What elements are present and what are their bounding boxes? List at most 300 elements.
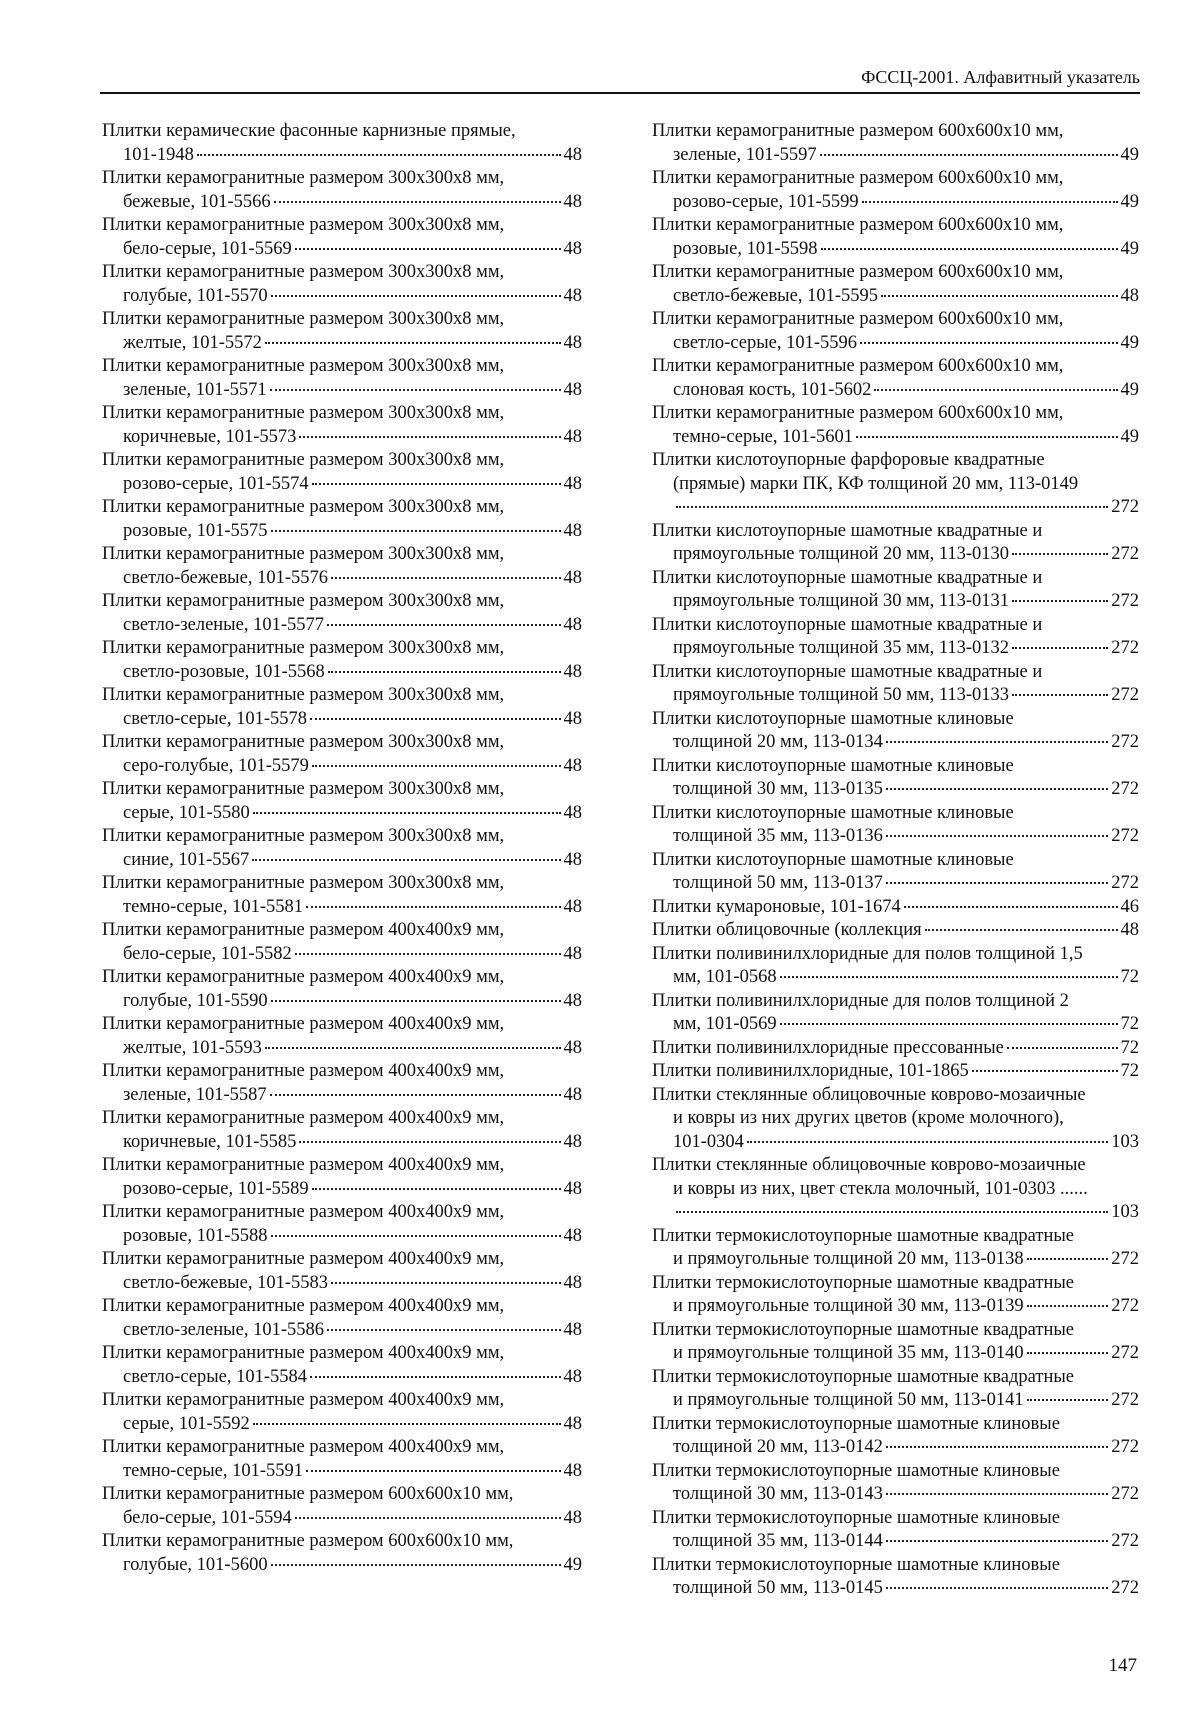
entry-page-number: 103	[1111, 1202, 1139, 1222]
entry-page-line	[652, 496, 1139, 520]
index-entry	[652, 896, 1139, 920]
entry-last-text: 101-0304	[673, 1131, 744, 1152]
dot-leader	[271, 1564, 561, 1566]
entry-page-line	[102, 614, 582, 638]
entry-text-line: Плитки стеклянные облицовочные ковровo-мозаичные	[652, 1084, 1086, 1105]
index-entry	[102, 1389, 582, 1436]
dot-leader	[886, 1540, 1108, 1542]
entry-page-line	[652, 1201, 1139, 1225]
dot-leader	[886, 882, 1108, 884]
dot-leader	[886, 741, 1108, 743]
entry-last-text: светло-зеленые, 101-5586	[123, 1319, 324, 1340]
entry-text-line: Плитки керамогранитные размером 300x300x8 мм,	[102, 638, 505, 658]
entry-text-line: Плитки керамогранитные размером 600x600x10 мм,	[102, 1484, 514, 1504]
index-entry	[652, 1319, 1139, 1366]
index-entry	[102, 261, 582, 308]
entry-last-text: светло-бежевые, 101-5595	[673, 285, 878, 306]
index-entry	[652, 261, 1139, 308]
running-header	[100, 64, 1140, 94]
entry-page-line	[102, 943, 582, 967]
entry-last-text: зеленые, 101-5597	[673, 144, 817, 165]
dot-leader	[274, 201, 561, 203]
index-entry	[652, 849, 1139, 896]
entry-last-text: зеленые, 101-5571	[123, 379, 267, 400]
index-entry	[652, 1084, 1139, 1155]
dot-leader	[271, 1235, 561, 1237]
dot-leader	[860, 342, 1117, 344]
entry-page-line	[102, 473, 582, 497]
entry-text-line: Плитки керамогранитные размером 300x300x8 мм,	[102, 826, 505, 846]
index-entry	[652, 214, 1139, 261]
entry-text-line: Плитки керамогранитные размером 400x400x9 мм,	[102, 967, 505, 987]
entry-page-line	[652, 1436, 1139, 1460]
entry-last-text: и прямоугольные толщиной 30 мм, 113-0139	[673, 1296, 1024, 1316]
entry-page-number: 49	[1120, 144, 1139, 165]
entry-page-line	[652, 778, 1139, 802]
entry-text-line: Плитки керамогранитные размером 600x600x10 мм,	[652, 262, 1064, 282]
index-entry	[102, 1248, 582, 1295]
entry-page-number: 48	[563, 661, 582, 682]
entry-text-line: Плитки кислотоупорные шамотные клиновые	[652, 708, 1014, 729]
entry-last-text: толщиной 20 мм, 113-0134	[673, 732, 883, 752]
entry-text-line: Плитки керамогранитные размером 400x400x9 мм,	[102, 1014, 505, 1034]
entry-text-line: Плитки керамогранитные размером 600x600x10 мм,	[652, 309, 1064, 329]
dot-leader	[1007, 1047, 1118, 1049]
index-entry	[652, 1366, 1139, 1413]
index-entry	[652, 1554, 1139, 1601]
entry-page-number: 48	[563, 191, 582, 212]
index-entry	[652, 614, 1139, 661]
entry-last-text: голубые, 101-5570	[123, 285, 268, 306]
entry-last-text: голубые, 101-5600	[123, 1554, 268, 1575]
entry-page-line	[102, 1084, 582, 1108]
entry-page-number: 49	[1120, 191, 1139, 212]
entry-page-number: 272	[1111, 826, 1139, 846]
entry-page-number: 48	[563, 1413, 582, 1434]
entry-last-text: светло-серые, 101-5578	[123, 708, 308, 729]
entry-last-text: светло-розовые, 101-5568	[123, 661, 325, 682]
entry-page-number: 272	[1111, 873, 1139, 893]
entry-text-line: Плитки керамогранитные размером 400x400x9 мм,	[102, 1249, 505, 1269]
index-entry	[102, 214, 582, 261]
entry-text-line: Плитки керамогранитные размером 600x600x10 мм,	[652, 356, 1064, 376]
entry-last-text: серо-голубые, 101-5579	[123, 755, 309, 776]
entry-text-line: Плитки керамогранитные размером 300x300x8 мм,	[102, 591, 505, 611]
entry-page-number: 48	[563, 755, 582, 776]
dot-leader	[886, 788, 1108, 790]
dot-leader	[271, 295, 561, 297]
index-entry	[652, 308, 1139, 355]
index-entry	[102, 966, 582, 1013]
index-entry	[102, 590, 582, 637]
entry-page-number: 272	[1111, 1296, 1139, 1316]
entry-page-line	[102, 567, 582, 591]
entry-text-line: Плитки кислотоупорные шамотные квадратные и	[652, 661, 1043, 682]
entry-last-text: Плитки поливинилхлоридные, 101-1865	[652, 1061, 969, 1081]
dot-leader	[306, 1470, 560, 1472]
entry-page-line	[102, 1319, 582, 1343]
entry-page-number: 72	[1120, 1037, 1139, 1058]
entry-last-text: толщиной 30 мм, 113-0143	[673, 1484, 883, 1504]
entry-page-number: 72	[1120, 1014, 1139, 1034]
entry-page-number: 49	[1120, 426, 1139, 447]
index-entry	[652, 449, 1139, 520]
entry-last-text: Плитки поливинилхлоридные прессованные	[652, 1037, 1004, 1058]
index-entry	[652, 167, 1139, 214]
index-entry	[102, 1013, 582, 1060]
dot-leader	[299, 436, 560, 438]
entry-text-line: Плитки керамогранитные размером 300x300x8 мм,	[102, 356, 505, 376]
entry-page-number: 48	[563, 708, 582, 729]
entry-page-line	[102, 1460, 582, 1484]
entry-last-text: слоновая кость, 101-5602	[673, 379, 872, 400]
dot-leader	[1012, 647, 1108, 649]
entry-last-text: Плитки кумароновые, 101-1674	[652, 896, 901, 917]
entry-text-line: Плитки кислотоупорные шамотные квадратные и	[652, 614, 1043, 635]
entry-text-line: Плитки термокислотоупорные шамотные квадратные	[652, 1225, 1074, 1246]
entry-page-number: 48	[563, 1460, 582, 1481]
entry-page-number: 48	[563, 473, 582, 494]
entry-page-line	[652, 1389, 1139, 1413]
entry-text-line: Плитки кислотоупорные шамотные квадратные и	[652, 520, 1043, 541]
entry-page-line	[102, 708, 582, 732]
dot-leader	[821, 248, 1118, 250]
entry-text-line: Плитки керамогранитные размером 300x300x8 мм,	[102, 215, 505, 235]
entry-page-number: 46	[1120, 896, 1139, 917]
entry-page-number: 48	[563, 1131, 582, 1152]
entry-page-line	[102, 520, 582, 544]
entry-last-text: розово-серые, 101-5589	[123, 1178, 309, 1199]
index-entry	[652, 1272, 1139, 1319]
entry-page-number: 48	[563, 285, 582, 306]
entry-page-line	[652, 1037, 1139, 1061]
entry-page-line	[102, 755, 582, 779]
entry-page-line	[652, 590, 1139, 614]
entry-page-number: 48	[563, 144, 582, 165]
entry-page-line	[102, 661, 582, 685]
entry-last-text: розовые, 101-5598	[673, 238, 818, 259]
entry-page-line	[652, 1131, 1139, 1155]
entry-page-line	[652, 731, 1139, 755]
entry-last-text: бело-серые, 101-5569	[123, 238, 292, 259]
entry-text-line: Плитки керамогранитные размером 600x600x10 мм,	[652, 215, 1064, 235]
entry-text-line: Плитки кислотоупорные шамотные клиновые	[652, 802, 1014, 823]
entry-text-line: Плитки поливинилхлоридные для полов толщиной 2	[652, 990, 1069, 1011]
entry-page-number: 48	[563, 238, 582, 259]
entry-page-line	[652, 637, 1139, 661]
entry-page-line	[652, 1295, 1139, 1319]
index-entry	[652, 520, 1139, 567]
index-entry	[102, 496, 582, 543]
dot-leader	[312, 1188, 561, 1190]
entry-text-line: Плитки керамогранитные размером 300x300x8 мм,	[102, 779, 505, 799]
dot-leader	[856, 436, 1117, 438]
entry-page-number: 272	[1111, 1578, 1139, 1598]
index-entry	[652, 802, 1139, 849]
entry-page-number: 48	[563, 379, 582, 400]
entry-page-number: 272	[1111, 779, 1139, 799]
entry-last-text: светло-зеленые, 101-5577	[123, 614, 324, 635]
entry-page-line	[102, 426, 582, 450]
entry-text-line: Плитки керамогранитные размером 400x400x9 мм,	[102, 1390, 505, 1410]
entry-text-line: Плитки термокислотоупорные шамотные квадратные	[652, 1272, 1074, 1293]
dot-leader	[306, 906, 560, 908]
entry-page-number: 272	[1111, 732, 1139, 752]
entry-last-text: светло-бежевые, 101-5583	[123, 1272, 328, 1293]
entry-page-number: 48	[563, 520, 582, 541]
entry-page-number: 48	[563, 896, 582, 917]
dot-leader	[312, 765, 561, 767]
entry-page-line	[102, 191, 582, 215]
dot-leader	[265, 1047, 561, 1049]
dot-leader	[886, 835, 1108, 837]
index-entry	[652, 402, 1139, 449]
index-entry	[102, 872, 582, 919]
entry-page-number: 48	[563, 426, 582, 447]
entry-page-number: 48	[563, 802, 582, 823]
entry-page-line	[102, 1507, 582, 1531]
entry-last-text: коричневые, 101-5573	[123, 426, 297, 447]
dot-leader	[312, 483, 561, 485]
entry-page-line	[652, 1577, 1139, 1601]
dot-leader	[252, 859, 560, 861]
entry-text-line: и ковры из них, цвет стекла молочный, 101-0303 ......	[673, 1178, 1088, 1199]
entry-last-text: прямоугольные толщиной 50 мм, 113-0133	[673, 685, 1010, 705]
dot-leader	[310, 1376, 560, 1378]
entry-page-line	[652, 966, 1139, 990]
entry-last-text: Плитки облицовочные (коллекция	[652, 920, 922, 940]
entry-page-line	[652, 191, 1139, 215]
entry-page-line	[102, 285, 582, 309]
index-entry	[102, 402, 582, 449]
dot-leader	[295, 953, 561, 955]
index-entry	[102, 1060, 582, 1107]
entry-last-text: коричневые, 101-5585	[123, 1131, 297, 1152]
index-entry	[652, 708, 1139, 755]
dot-leader	[874, 389, 1117, 391]
entry-page-number: 272	[1111, 1390, 1139, 1410]
index-entry	[102, 355, 582, 402]
entry-page-line	[652, 872, 1139, 896]
entry-last-text: серые, 101-5580	[123, 802, 250, 823]
index-column-right	[652, 120, 1139, 1601]
entry-page-number: 272	[1111, 497, 1139, 517]
entry-page-line	[652, 1483, 1139, 1507]
entry-last-text: толщиной 35 мм, 113-0136	[673, 826, 883, 846]
index-entry	[652, 1037, 1139, 1061]
entry-page-line	[652, 1530, 1139, 1554]
index-entry	[102, 1483, 582, 1530]
index-entry	[102, 778, 582, 825]
index-entry	[102, 637, 582, 684]
entry-page-number: 48	[563, 990, 582, 1011]
entry-page-number: 49	[563, 1554, 582, 1575]
index-entry	[102, 167, 582, 214]
entry-page-line	[652, 919, 1139, 943]
entry-last-text: мм, 101-0569	[673, 1014, 777, 1034]
entry-last-text: 101-1948	[123, 144, 194, 165]
index-entry	[652, 1413, 1139, 1460]
entry-page-number: 103	[1111, 1131, 1139, 1152]
dot-leader	[820, 154, 1118, 156]
dot-leader	[1027, 1399, 1109, 1401]
entry-last-text: толщиной 50 мм, 113-0145	[673, 1578, 883, 1598]
entry-page-number: 49	[1120, 332, 1139, 353]
entry-page-line	[102, 1131, 582, 1155]
entry-page-number: 48	[563, 1225, 582, 1246]
index-entry	[102, 1201, 582, 1248]
entry-page-number: 272	[1111, 685, 1139, 705]
dot-leader	[780, 1023, 1118, 1025]
entry-text-line: Плитки керамогранитные размером 300x300x8 мм,	[102, 873, 505, 893]
entry-page-line	[102, 144, 582, 168]
entry-text-line: Плитки кислотоупорные шамотные квадратные и	[652, 567, 1043, 588]
dot-leader	[327, 624, 561, 626]
index-entry	[102, 1436, 582, 1483]
index-entry	[102, 1342, 582, 1389]
entry-page-line	[102, 238, 582, 262]
index-entry	[652, 1154, 1139, 1225]
index-entry	[102, 919, 582, 966]
index-column-left	[102, 120, 582, 1577]
entry-page-line	[652, 379, 1139, 403]
entry-page-line	[102, 1554, 582, 1578]
entry-text-line: Плитки керамогранитные размером 300x300x8 мм,	[102, 544, 505, 564]
index-entry	[652, 661, 1139, 708]
dot-leader	[780, 976, 1118, 978]
dot-leader	[886, 1587, 1108, 1589]
entry-text-line: Плитки кислотоупорные фарфоровые квадратные	[652, 450, 1045, 470]
dot-leader	[1027, 1352, 1109, 1354]
entry-page-line	[102, 896, 582, 920]
entry-text-line: Плитки кислотоупорные шамотные клиновые	[652, 755, 1014, 776]
entry-text-line: Плитки керамогранитные размером 400x400x9 мм,	[102, 1155, 505, 1175]
dot-leader	[1012, 694, 1108, 696]
entry-last-text: толщиной 35 мм, 113-0144	[673, 1531, 883, 1551]
entry-last-text: прямоугольные толщиной 35 мм, 113-0132	[673, 638, 1010, 658]
entry-last-text: розовые, 101-5588	[123, 1225, 268, 1246]
entry-last-text: синие, 101-5567	[123, 849, 250, 870]
entry-last-text: бежевые, 101-5566	[123, 191, 271, 212]
entry-text-line: Плитки керамогранитные размером 400x400x9 мм,	[102, 1437, 505, 1457]
entry-page-number: 272	[1111, 1343, 1139, 1363]
dot-leader	[271, 1000, 561, 1002]
dot-leader	[1027, 1258, 1109, 1260]
dot-leader	[886, 1446, 1108, 1448]
entry-text-line: Плитки кислотоупорные шамотные клиновые	[652, 849, 1014, 870]
entry-page-number: 48	[563, 1507, 582, 1528]
dot-leader	[1027, 1305, 1109, 1307]
dot-leader	[197, 154, 561, 156]
entry-page-number: 272	[1111, 1437, 1139, 1457]
entry-last-text: и прямоугольные толщиной 20 мм, 113-0138	[673, 1249, 1024, 1269]
entry-text-line: Плитки термокислотоупорные шамотные клиновые	[652, 1460, 1060, 1481]
entry-last-text: темно-серые, 101-5581	[123, 896, 304, 917]
dot-leader	[295, 1517, 561, 1519]
entry-page-number: 272	[1111, 1249, 1139, 1269]
entry-last-text: зеленые, 101-5587	[123, 1084, 267, 1105]
entry-page-number: 48	[563, 1084, 582, 1105]
index-entry	[652, 943, 1139, 990]
entry-page-number: 272	[1111, 591, 1139, 611]
dot-leader	[253, 1423, 561, 1425]
index-entry	[652, 755, 1139, 802]
entry-page-line	[652, 238, 1139, 262]
entry-page-number: 272	[1111, 1531, 1139, 1551]
entry-last-text: розово-серые, 101-5574	[123, 473, 309, 494]
entry-page-number: 72	[1120, 967, 1139, 987]
dot-leader	[886, 1493, 1108, 1495]
entry-text-line: Плитки керамические фасонные карнизные прямые,	[102, 121, 516, 141]
entry-last-text: серые, 101-5592	[123, 1413, 250, 1434]
entry-page-line	[652, 285, 1139, 309]
entry-page-number: 48	[563, 1178, 582, 1199]
entry-text-line: Плитки керамогранитные размером 400x400x9 мм,	[102, 1108, 505, 1128]
entry-page-number: 272	[1111, 544, 1139, 564]
entry-page-line	[102, 1272, 582, 1296]
entry-text-line: Плитки термокислотоупорные шамотные клиновые	[652, 1507, 1060, 1528]
entry-text-line: Плитки керамогранитные размером 300x300x8 мм,	[102, 732, 505, 752]
entry-text-line: Плитки керамогранитные размером 400x400x9 мм,	[102, 1343, 505, 1363]
entry-page-line	[652, 1013, 1139, 1037]
entry-page-line	[102, 379, 582, 403]
entry-text-line: (прямые) марки ПК, КФ толщиной 20 мм, 113-0149	[673, 473, 1079, 494]
entry-last-text: желтые, 101-5572	[123, 332, 262, 353]
dot-leader	[925, 929, 1118, 931]
index-entry	[652, 355, 1139, 402]
entry-last-text: и прямоугольные толщиной 35 мм, 113-0140	[673, 1343, 1024, 1363]
index-entry	[102, 1154, 582, 1201]
entry-page-line	[102, 849, 582, 873]
entry-page-line	[102, 1366, 582, 1390]
entry-page-number: 272	[1111, 638, 1139, 658]
index-entry	[102, 825, 582, 872]
entry-page-number: 48	[563, 614, 582, 635]
entry-text-line: Плитки керамогранитные размером 400x400x9 мм,	[102, 1061, 505, 1081]
entry-page-line	[652, 426, 1139, 450]
entry-page-number: 48	[563, 1366, 582, 1387]
index-entry	[102, 1107, 582, 1154]
entry-page-number: 48	[1120, 285, 1139, 306]
entry-text-line: Плитки термокислотоупорные шамотные квадратные	[652, 1319, 1074, 1340]
dot-leader	[862, 201, 1118, 203]
entry-page-line	[652, 1248, 1139, 1272]
entry-text-line: Плитки термокислотоупорные шамотные клиновые	[652, 1554, 1060, 1575]
entry-text-line: Плитки керамогранитные размером 300x300x8 мм,	[102, 685, 505, 705]
dot-leader	[271, 530, 561, 532]
entry-text-line: Плитки термокислотоупорные шамотные клиновые	[652, 1413, 1060, 1434]
dot-leader	[270, 1094, 561, 1096]
entry-page-line	[652, 825, 1139, 849]
entry-page-line	[652, 543, 1139, 567]
entry-page-number: 49	[1120, 238, 1139, 259]
dot-leader	[904, 906, 1118, 908]
dot-leader	[327, 1329, 561, 1331]
dot-leader	[331, 577, 561, 579]
dot-leader	[295, 248, 561, 250]
entry-last-text: толщиной 50 мм, 113-0137	[673, 873, 883, 893]
dot-leader	[1012, 553, 1108, 555]
entry-page-line	[102, 1225, 582, 1249]
entry-page-line	[652, 896, 1139, 920]
index-entry	[102, 731, 582, 778]
entry-page-number: 48	[563, 1037, 582, 1058]
dot-leader	[747, 1141, 1108, 1143]
entry-last-text: светло-серые, 101-5584	[123, 1366, 308, 1387]
entry-text-line: и ковры из них других цветов (кроме молочного),	[673, 1108, 1064, 1128]
entry-last-text: прямоугольные толщиной 20 мм, 113-0130	[673, 544, 1010, 564]
entry-text-line: Плитки термокислотоупорные шамотные квадратные	[652, 1366, 1074, 1387]
